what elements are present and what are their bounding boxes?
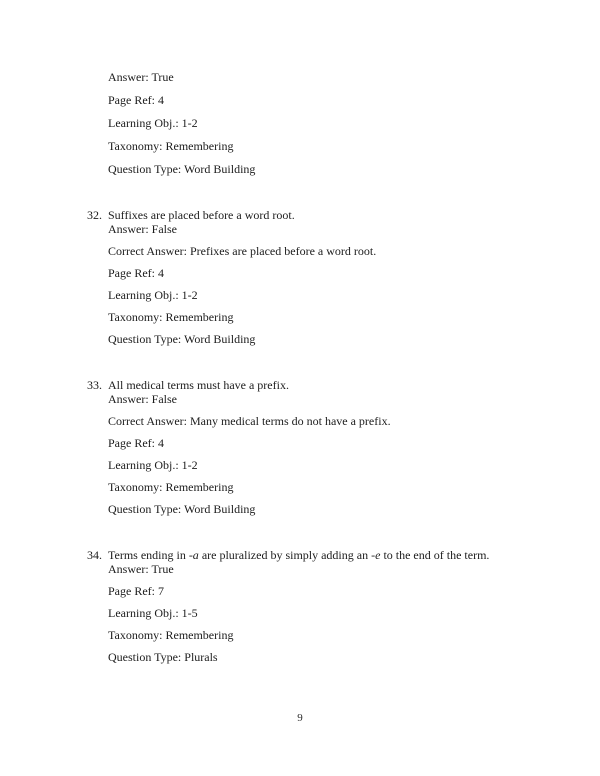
answer-line: Answer: False [108,392,177,406]
correct-answer-line: Correct Answer: Prefixes are placed before a word root. [108,244,377,258]
page-ref-line: Page Ref: 7 [108,584,164,598]
answer-line: Answer: True [108,70,174,84]
question-block-33 [87,379,560,516]
answer-line: Answer: True [108,562,174,576]
question-type-line: Question Type: Word Building [108,162,256,176]
question-text: Terms ending in -a are pluralized by simply adding an -e to the end of the term. [108,548,490,562]
question-text: Suffixes are placed before a word root. [108,208,295,222]
taxonomy-line: Taxonomy: Remembering [108,480,234,494]
question-number: 32. [87,208,102,222]
question-block-34 [87,549,560,664]
learning-obj-line: Learning Obj.: 1-2 [108,458,198,472]
taxonomy-line: Taxonomy: Remembering [108,310,234,324]
taxonomy-line: Taxonomy: Remembering [108,139,234,153]
question-details [108,393,560,516]
question-type-line: Question Type: Word Building [108,502,256,516]
question-details [108,223,560,346]
question-row [87,209,560,222]
question-block-32 [87,209,560,346]
continuation-answer-block [108,71,560,176]
answer-line: Answer: False [108,222,177,236]
correct-answer-line: Correct Answer: Many medical terms do not have a prefix. [108,414,391,428]
question-type-line: Question Type: Plurals [108,650,218,664]
question-row [87,549,560,562]
question-text: All medical terms must have a prefix. [108,378,289,392]
learning-obj-line: Learning Obj.: 1-2 [108,116,198,130]
question-details [108,563,560,664]
learning-obj-line: Learning Obj.: 1-2 [108,288,198,302]
question-type-line: Question Type: Word Building [108,332,256,346]
question-row [87,379,560,392]
question-number: 33. [87,378,102,392]
page-ref-line: Page Ref: 4 [108,266,164,280]
page-number: 9 [297,712,303,724]
question-number: 34. [87,548,102,562]
taxonomy-line: Taxonomy: Remembering [108,628,234,642]
page-ref-line: Page Ref: 4 [108,93,164,107]
learning-obj-line: Learning Obj.: 1-5 [108,606,198,620]
page-ref-line: Page Ref: 4 [108,436,164,450]
